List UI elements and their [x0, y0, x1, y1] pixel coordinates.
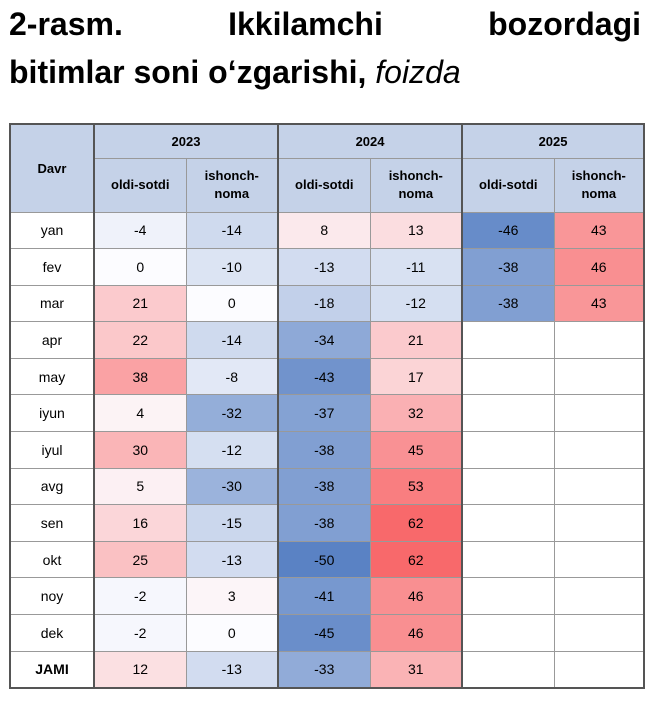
table-row: [10, 212, 644, 249]
table-row: [10, 395, 644, 432]
title-line-1: [9, 0, 641, 48]
value-cell: -50: [278, 541, 370, 578]
row-label: fev: [10, 249, 94, 286]
row-label: may: [10, 358, 94, 395]
value-cell: -12: [370, 285, 462, 322]
value-cell: [554, 468, 644, 505]
subheader-text: ishonch-: [204, 168, 259, 183]
value-cell: -2: [94, 615, 186, 652]
value-cell: [462, 541, 554, 578]
heatmap-table: [9, 123, 645, 689]
value-cell: -38: [278, 432, 370, 469]
value-cell: 21: [370, 322, 462, 359]
value-cell: -4: [94, 212, 186, 249]
value-cell: -11: [370, 249, 462, 286]
value-cell: 62: [370, 505, 462, 542]
table-row: [10, 432, 644, 469]
row-label: sen: [10, 505, 94, 542]
table-row: [10, 285, 644, 322]
title-word: bozordagi: [488, 6, 641, 42]
value-cell: 31: [370, 651, 462, 688]
row-label: JAMI: [10, 651, 94, 688]
value-cell: -38: [278, 505, 370, 542]
value-cell: 62: [370, 541, 462, 578]
subheader-text: ishonch-: [571, 168, 626, 183]
value-cell: 5: [94, 468, 186, 505]
value-cell: [554, 541, 644, 578]
value-cell: [554, 322, 644, 359]
value-cell: 46: [554, 249, 644, 286]
row-label: dek: [10, 615, 94, 652]
table-row: [10, 249, 644, 286]
subheader-text: noma: [581, 186, 617, 201]
value-cell: -33: [278, 651, 370, 688]
row-label: iyul: [10, 432, 94, 469]
value-cell: -8: [186, 358, 278, 395]
value-cell: 21: [94, 285, 186, 322]
value-cell: [462, 615, 554, 652]
period-header: Davr: [10, 124, 94, 212]
value-cell: 46: [370, 615, 462, 652]
value-cell: [554, 432, 644, 469]
value-cell: 38: [94, 358, 186, 395]
value-cell: -18: [278, 285, 370, 322]
year-header-2024: 2024: [278, 124, 462, 158]
value-cell: [462, 322, 554, 359]
row-label: apr: [10, 322, 94, 359]
value-cell: -38: [462, 249, 554, 286]
row-label: mar: [10, 285, 94, 322]
table-row: [10, 578, 644, 615]
value-cell: -38: [462, 285, 554, 322]
subheader-oldi-sotdi: [94, 158, 186, 212]
value-cell: -15: [186, 505, 278, 542]
subheader-ishonchnoma: [370, 158, 462, 212]
subheader-text: oldi-sotdi: [295, 177, 354, 192]
value-cell: 0: [94, 249, 186, 286]
value-cell: 8: [278, 212, 370, 249]
subheader-text: ishonch-: [388, 168, 443, 183]
row-label: iyun: [10, 395, 94, 432]
value-cell: 46: [370, 578, 462, 615]
value-cell: -41: [278, 578, 370, 615]
value-cell: [462, 578, 554, 615]
table-row: [10, 615, 644, 652]
row-label: okt: [10, 541, 94, 578]
value-cell: 30: [94, 432, 186, 469]
value-cell: [554, 651, 644, 688]
value-cell: [462, 468, 554, 505]
table-row: [10, 358, 644, 395]
figure-title: [9, 0, 641, 96]
row-label: yan: [10, 212, 94, 249]
subheader-text: noma: [214, 186, 250, 201]
value-cell: 53: [370, 468, 462, 505]
table-row: [10, 468, 644, 505]
value-cell: [462, 651, 554, 688]
title-line-2: [9, 48, 641, 96]
value-cell: -43: [278, 358, 370, 395]
value-cell: -38: [278, 468, 370, 505]
value-cell: 25: [94, 541, 186, 578]
value-cell: -13: [186, 651, 278, 688]
value-cell: [462, 505, 554, 542]
title-word: Ikkilamchi: [228, 6, 383, 42]
row-label: avg: [10, 468, 94, 505]
value-cell: -45: [278, 615, 370, 652]
subheader-oldi-sotdi: [462, 158, 554, 212]
subheader-oldi-sotdi: [278, 158, 370, 212]
subheader-ishonchnoma: [554, 158, 644, 212]
value-cell: [554, 505, 644, 542]
value-cell: [554, 395, 644, 432]
subheader-text: oldi-sotdi: [479, 177, 538, 192]
title-main: bitimlar soni o‘zgarishi,: [9, 54, 367, 90]
title-word: 2-rasm.: [9, 6, 123, 42]
table-row: [10, 541, 644, 578]
value-cell: -46: [462, 212, 554, 249]
value-cell: [554, 358, 644, 395]
value-cell: [554, 578, 644, 615]
value-cell: -30: [186, 468, 278, 505]
value-cell: [554, 615, 644, 652]
value-cell: -14: [186, 322, 278, 359]
value-cell: 16: [94, 505, 186, 542]
value-cell: 17: [370, 358, 462, 395]
value-cell: [462, 432, 554, 469]
value-cell: -13: [186, 541, 278, 578]
year-header-2025: 2025: [462, 124, 644, 158]
value-cell: 0: [186, 285, 278, 322]
value-cell: 43: [554, 212, 644, 249]
table-row: [10, 322, 644, 359]
value-cell: -10: [186, 249, 278, 286]
value-cell: -13: [278, 249, 370, 286]
subheader-text: oldi-sotdi: [111, 177, 170, 192]
value-cell: 13: [370, 212, 462, 249]
value-cell: [462, 395, 554, 432]
value-cell: 45: [370, 432, 462, 469]
value-cell: -34: [278, 322, 370, 359]
value-cell: [462, 358, 554, 395]
value-cell: 0: [186, 615, 278, 652]
value-cell: 12: [94, 651, 186, 688]
year-header-2023: 2023: [94, 124, 278, 158]
subheader-ishonchnoma: [186, 158, 278, 212]
value-cell: -12: [186, 432, 278, 469]
title-unit: foizda: [375, 54, 461, 90]
subheader-text: noma: [398, 186, 434, 201]
value-cell: -32: [186, 395, 278, 432]
value-cell: 4: [94, 395, 186, 432]
table-row: [10, 651, 644, 688]
table-row: [10, 505, 644, 542]
row-label: noy: [10, 578, 94, 615]
value-cell: 3: [186, 578, 278, 615]
value-cell: -2: [94, 578, 186, 615]
value-cell: 22: [94, 322, 186, 359]
value-cell: -37: [278, 395, 370, 432]
value-cell: 43: [554, 285, 644, 322]
value-cell: -14: [186, 212, 278, 249]
value-cell: 32: [370, 395, 462, 432]
